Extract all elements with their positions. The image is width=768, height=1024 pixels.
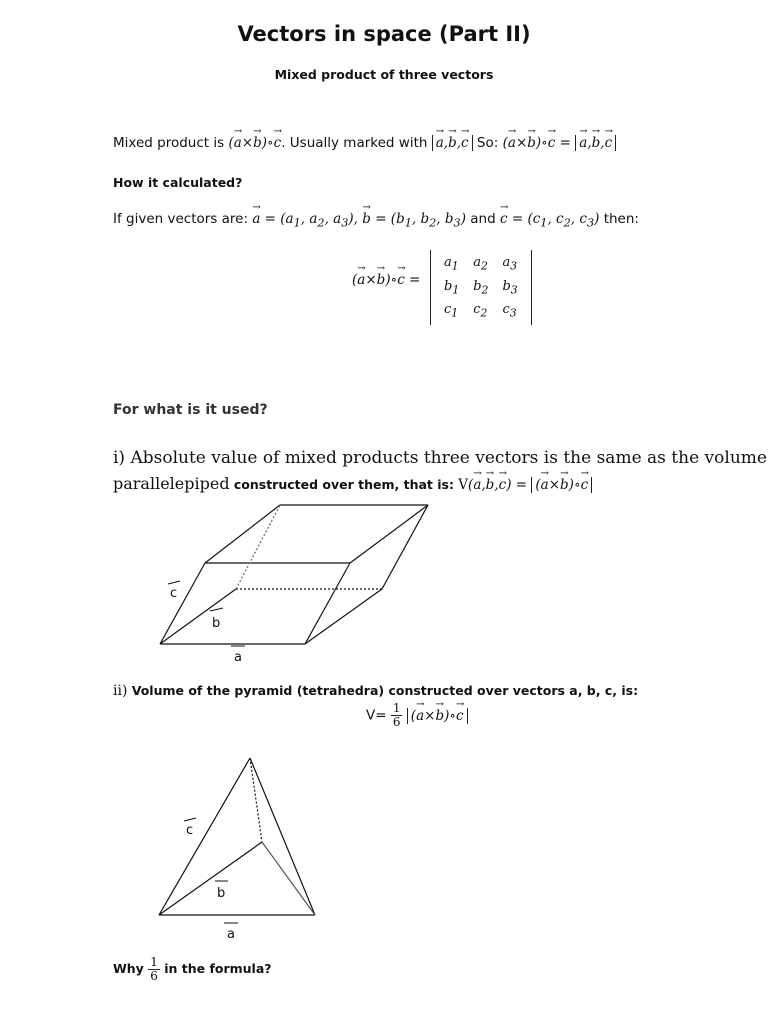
matrix-cell: $c_1$ bbox=[444, 302, 459, 320]
pyramid-formula: V= $\frac{1}{6}$ (→ a×→ b)∘→ c bbox=[366, 702, 468, 729]
item1-line1: i) Absolute value of mixed products three vectors is the same as the volume bbox=[113, 448, 767, 468]
edge-c bbox=[160, 563, 205, 644]
edge-right-top bbox=[350, 505, 428, 563]
edge-b bbox=[159, 842, 262, 915]
matrix-cell: $b_1$ bbox=[444, 278, 460, 297]
why-fraction: $\frac{1}{6}$ bbox=[150, 955, 158, 983]
equality-formula: (→ a×→ b)∘→ c = → a,→ b,→ c bbox=[503, 135, 617, 151]
fraction-one-sixth: $\frac{1}{6}$ bbox=[392, 701, 401, 729]
label-c: c bbox=[186, 823, 194, 838]
edge-right-front bbox=[305, 563, 350, 644]
hidden-edge-apex-base bbox=[250, 758, 262, 842]
determinant-matrix bbox=[430, 250, 532, 325]
matrix-cell: $a_3$ bbox=[502, 255, 518, 273]
label-c: c bbox=[170, 586, 178, 601]
definition-middle: . Usually marked with bbox=[281, 135, 428, 151]
why-suffix: in the formula? bbox=[164, 961, 272, 976]
item2-line bbox=[113, 683, 638, 699]
determinant-lhs: (→ a×→ b)∘→ c = bbox=[352, 272, 420, 288]
edge-left-top bbox=[205, 505, 280, 563]
determinant-row bbox=[437, 252, 525, 276]
matrix-cell: $b_3$ bbox=[502, 278, 518, 297]
determinant-row bbox=[437, 299, 525, 323]
edge-c bbox=[159, 758, 250, 915]
item1-line2 bbox=[113, 474, 592, 493]
why-prefix: Why bbox=[113, 961, 144, 976]
bracket-notation: → a,→ b,→ c bbox=[432, 135, 473, 151]
arrow-b bbox=[210, 608, 223, 611]
definition-prefix: Mixed product is bbox=[113, 135, 225, 151]
and-label: and bbox=[470, 211, 496, 227]
arrow-c bbox=[168, 581, 180, 584]
label-b: b bbox=[212, 616, 221, 631]
hidden-edge-back-left bbox=[236, 505, 280, 589]
label-b: b bbox=[217, 886, 226, 901]
edge-bottom-right bbox=[305, 589, 382, 644]
vector-c-def: → $c = (c_1$, $c_2$, $c_3$) bbox=[500, 211, 599, 227]
used-heading: For what is it used? bbox=[113, 402, 268, 418]
page-subtitle: Mixed product of three vectors bbox=[274, 67, 494, 82]
edge-base-right bbox=[262, 842, 315, 915]
matrix-cell: $b_2$ bbox=[473, 278, 489, 297]
then-label: then: bbox=[603, 211, 639, 227]
matrix-cell: $a_2$ bbox=[473, 255, 488, 273]
vector-a-def: → $a = (a_1$, $a_2$, $a_3$), bbox=[252, 211, 358, 227]
label-a: a bbox=[234, 650, 242, 665]
how-heading: How it calculated? bbox=[113, 175, 243, 190]
matrix-cell: $c_2$ bbox=[473, 302, 488, 320]
definition-line bbox=[113, 135, 616, 151]
item2-number: ii) bbox=[113, 683, 128, 699]
item1-serif-text: parallelepiped bbox=[113, 474, 230, 493]
given-prefix: If given vectors are: bbox=[113, 211, 249, 227]
volume-formula: V(→ a,→ b,→ c) = (→ a×→ b)∘→ c bbox=[458, 477, 592, 493]
edge-apex-right bbox=[250, 758, 315, 915]
mixed-product-formula: (→ a×→ b)∘→ c bbox=[228, 135, 281, 151]
item2-text: Volume of the pyramid (tetrahedra) constructed over vectors a, b, c, is: bbox=[131, 683, 639, 698]
determinant-row bbox=[437, 276, 525, 300]
matrix-cell: $c_3$ bbox=[502, 302, 517, 320]
arrow-c bbox=[184, 818, 196, 821]
so-label: So: bbox=[476, 135, 499, 151]
edge-back-right bbox=[382, 505, 428, 589]
page-title: Vectors in space (Part II) bbox=[237, 22, 531, 46]
given-line bbox=[113, 211, 639, 230]
v-prefix: V= bbox=[366, 707, 387, 724]
why-line bbox=[113, 956, 272, 983]
label-a: a bbox=[227, 927, 235, 942]
tetrahedron-figure bbox=[150, 750, 330, 945]
vector-b-def: → $b = (b_1$, $b_2$, $b_3$) bbox=[362, 211, 466, 227]
parallelepiped-figure bbox=[150, 495, 440, 665]
matrix-cell: $a_1$ bbox=[444, 255, 459, 273]
item1-bold-text: constructed over them, that is: bbox=[233, 477, 454, 492]
